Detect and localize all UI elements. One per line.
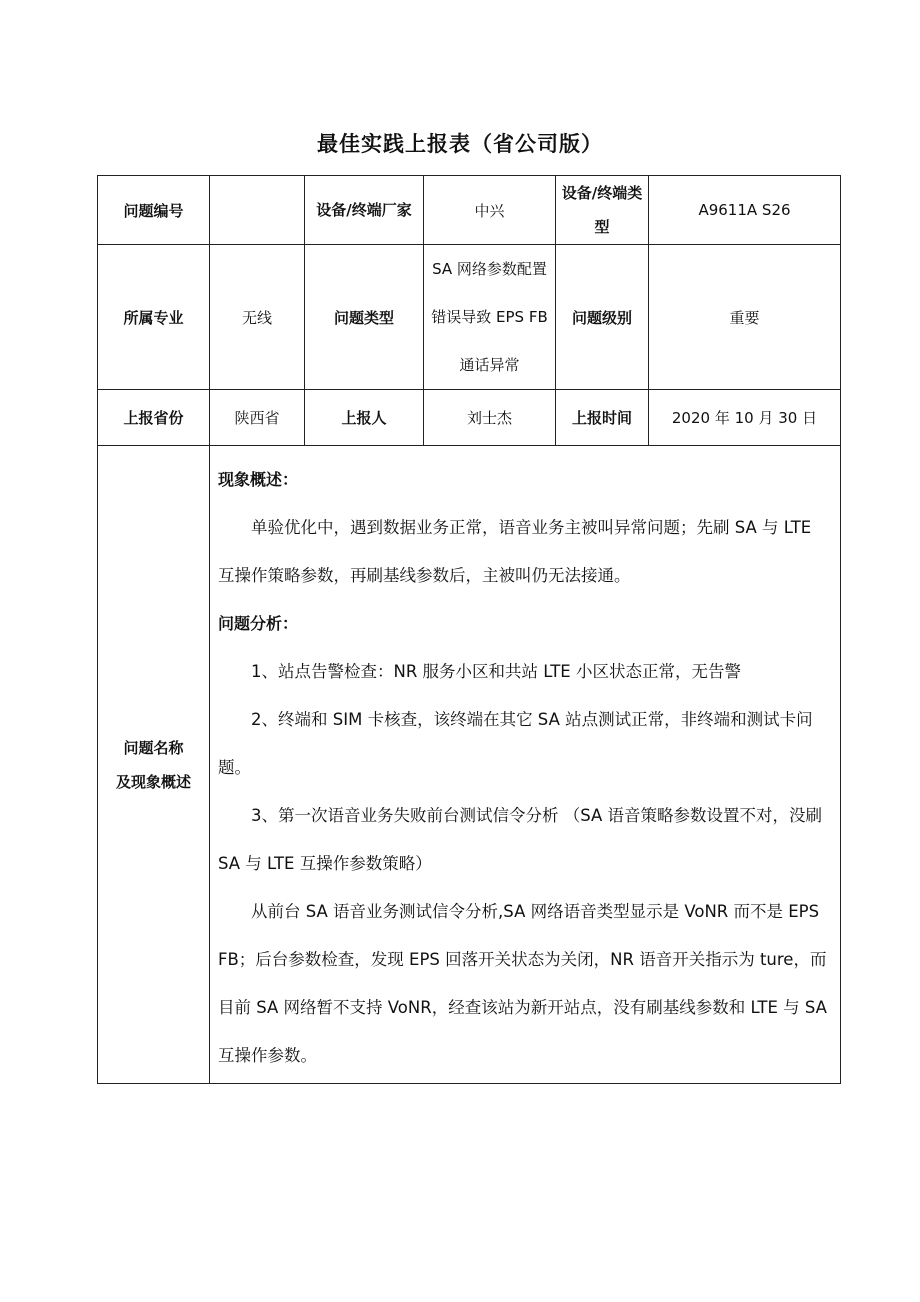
analysis-heading: 问题分析： xyxy=(218,614,299,633)
device-type-value: A9611A S26 xyxy=(649,176,841,245)
specialty-label: 所属专业 xyxy=(98,245,210,390)
report-table xyxy=(97,175,841,1084)
issue-type-value: SA 网络参数配置错误导致 EPS FB 通话异常 xyxy=(424,245,556,390)
table-row xyxy=(98,245,841,390)
issue-level-label: 问题级别 xyxy=(556,245,649,390)
issue-no-value xyxy=(210,176,305,245)
issue-type-label: 问题类型 xyxy=(305,245,424,390)
table-row xyxy=(98,390,841,446)
description-label xyxy=(98,446,210,1084)
analysis-item: 从前台 SA 语音业务测试信令分析,SA 网络语音类型显示是 VoNR 而不是 EPS FB；后台参数检查，发现 EPS 回落开关状态为关闭，NR 语音开关指示为 ture，而目前 SA 网络暂不支持 VoNR，经查该站为新开站点，没有刷基线参数和 LTE 与 SA 互操作参数。 xyxy=(218,902,827,1065)
description-label-line1: 问题名称 xyxy=(123,738,184,757)
specialty-value: 无线 xyxy=(210,245,305,390)
description-label-line2: 及现象概述 xyxy=(115,772,191,791)
reporter-label: 上报人 xyxy=(305,390,424,446)
description-content xyxy=(210,446,841,1084)
page-title: 最佳实践上报表（省公司版） xyxy=(317,132,603,156)
vendor-label: 设备/终端厂家 xyxy=(305,176,424,245)
phenomenon-heading: 现象概述： xyxy=(218,470,299,489)
table-row xyxy=(98,446,841,1084)
device-type-label: 设备/终端类型 xyxy=(556,176,649,245)
analysis-item: 3、第一次语音业务失败前台测试信令分析 （SA 语音策略参数设置不对，没刷 SA 与 LTE 互操作参数策略） xyxy=(218,806,823,873)
report-time-label: 上报时间 xyxy=(556,390,649,446)
reporter-value: 刘士杰 xyxy=(424,390,556,446)
table-row xyxy=(98,176,841,245)
analysis-item: 1、站点告警检查：NR 服务小区和共站 LTE 小区状态正常，无告警 xyxy=(251,662,741,681)
province-value: 陕西省 xyxy=(210,390,305,446)
phenomenon-text: 单验优化中，遇到数据业务正常，语音业务主被叫异常问题；先刷 SA 与 LTE 互操作策略参数，再刷基线参数后，主被叫仍无法接通。 xyxy=(218,518,812,585)
issue-level-value: 重要 xyxy=(649,245,841,390)
analysis-item: 2、终端和 SIM 卡核查，该终端在其它 SA 站点测试正常，非终端和测试卡问题。 xyxy=(218,710,813,777)
vendor-value: 中兴 xyxy=(424,176,556,245)
report-time-value: 2020 年 10 月 30 日 xyxy=(649,390,841,446)
issue-no-label: 问题编号 xyxy=(98,176,210,245)
province-label: 上报省份 xyxy=(98,390,210,446)
